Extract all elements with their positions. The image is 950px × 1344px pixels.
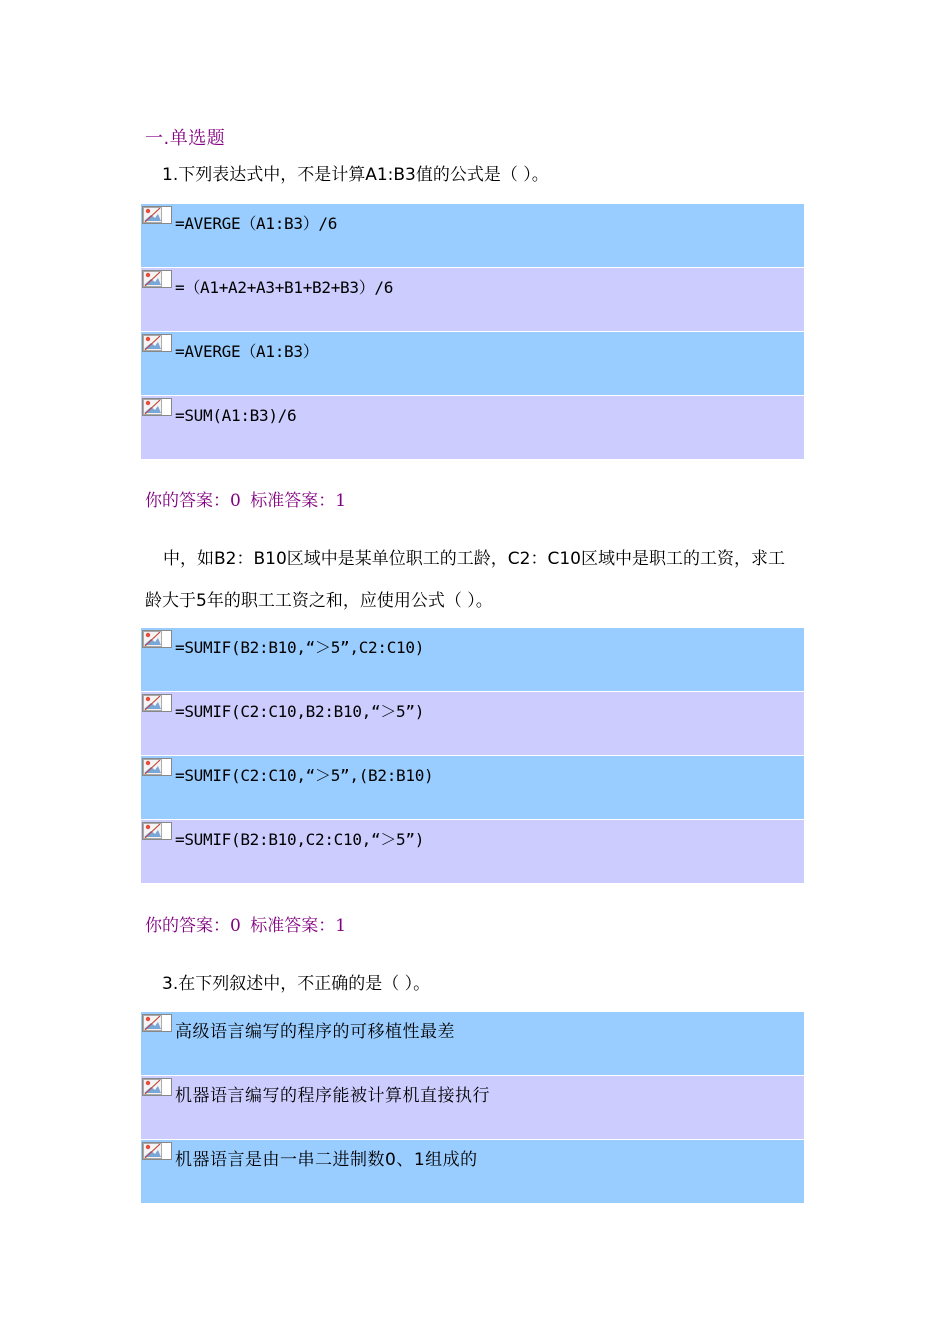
broken-image-icon <box>142 1078 172 1096</box>
option-row[interactable] <box>141 204 804 268</box>
option-row[interactable] <box>141 628 804 692</box>
broken-image-icon <box>142 822 172 840</box>
broken-image-icon <box>142 630 172 648</box>
answer-line-2 <box>145 911 350 936</box>
option-text: 机器语言编写的程序能被计算机直接执行 <box>175 1086 490 1106</box>
option-text: =（A1+A2+A3+B1+B2+B3）/6 <box>175 278 394 297</box>
your-answer: 你的答案：0 <box>145 491 241 511</box>
broken-image-icon <box>142 1014 172 1032</box>
option-row[interactable] <box>141 756 804 820</box>
answer-line-1 <box>145 486 350 511</box>
question-3-text: 3.在下列叙述中，不正确的是（ ）。 <box>162 974 431 994</box>
question-1-options <box>141 204 804 460</box>
option-row[interactable] <box>141 1140 804 1204</box>
option-row[interactable] <box>141 332 804 396</box>
section-title: 一.单选题 <box>145 128 226 149</box>
question-3-options <box>141 1012 804 1204</box>
option-text: =AVERGE（A1:B3）/6 <box>175 214 338 233</box>
option-text: =SUMIF(C2:C10,“＞5”,(B2:B10) <box>175 766 434 785</box>
question-1-text: 1.下列表达式中，不是计算A1:B3值的公式是（ ）。 <box>162 165 549 185</box>
broken-image-icon <box>142 694 172 712</box>
option-row[interactable] <box>141 692 804 756</box>
option-text: 机器语言是由一串二进制数0、1组成的 <box>175 1150 478 1170</box>
broken-image-icon <box>142 206 172 224</box>
option-row[interactable] <box>141 820 804 884</box>
option-row[interactable] <box>141 268 804 332</box>
option-row[interactable] <box>141 396 804 460</box>
standard-answer: 标准答案：1 <box>250 916 347 936</box>
option-text: =AVERGE（A1:B3） <box>175 342 319 361</box>
question-2-options <box>141 628 804 884</box>
option-row[interactable] <box>141 1012 804 1076</box>
option-text: =SUMIF(C2:C10,B2:B10,“＞5”) <box>175 702 425 721</box>
option-text: =SUMIF(B2:B10,“＞5”,C2:C10) <box>175 638 425 657</box>
your-answer: 你的答案：0 <box>145 916 241 936</box>
broken-image-icon <box>142 270 172 288</box>
standard-answer: 标准答案：1 <box>250 491 347 511</box>
option-row[interactable] <box>141 1076 804 1140</box>
option-text: =SUM(A1:B3)/6 <box>175 406 297 425</box>
broken-image-icon <box>142 398 172 416</box>
broken-image-icon <box>142 1142 172 1160</box>
question-2-text: 中，如B2：B10区域中是某单位职工的工龄，C2：C10区域中是职工的工资，求工龄大于5年的职工工资之和，应使用公式（ ）。 <box>145 549 785 611</box>
broken-image-icon <box>142 334 172 352</box>
option-text: 高级语言编写的程序的可移植性最差 <box>175 1022 455 1042</box>
option-text: =SUMIF(B2:B10,C2:C10,“＞5”) <box>175 830 425 849</box>
broken-image-icon <box>142 758 172 776</box>
